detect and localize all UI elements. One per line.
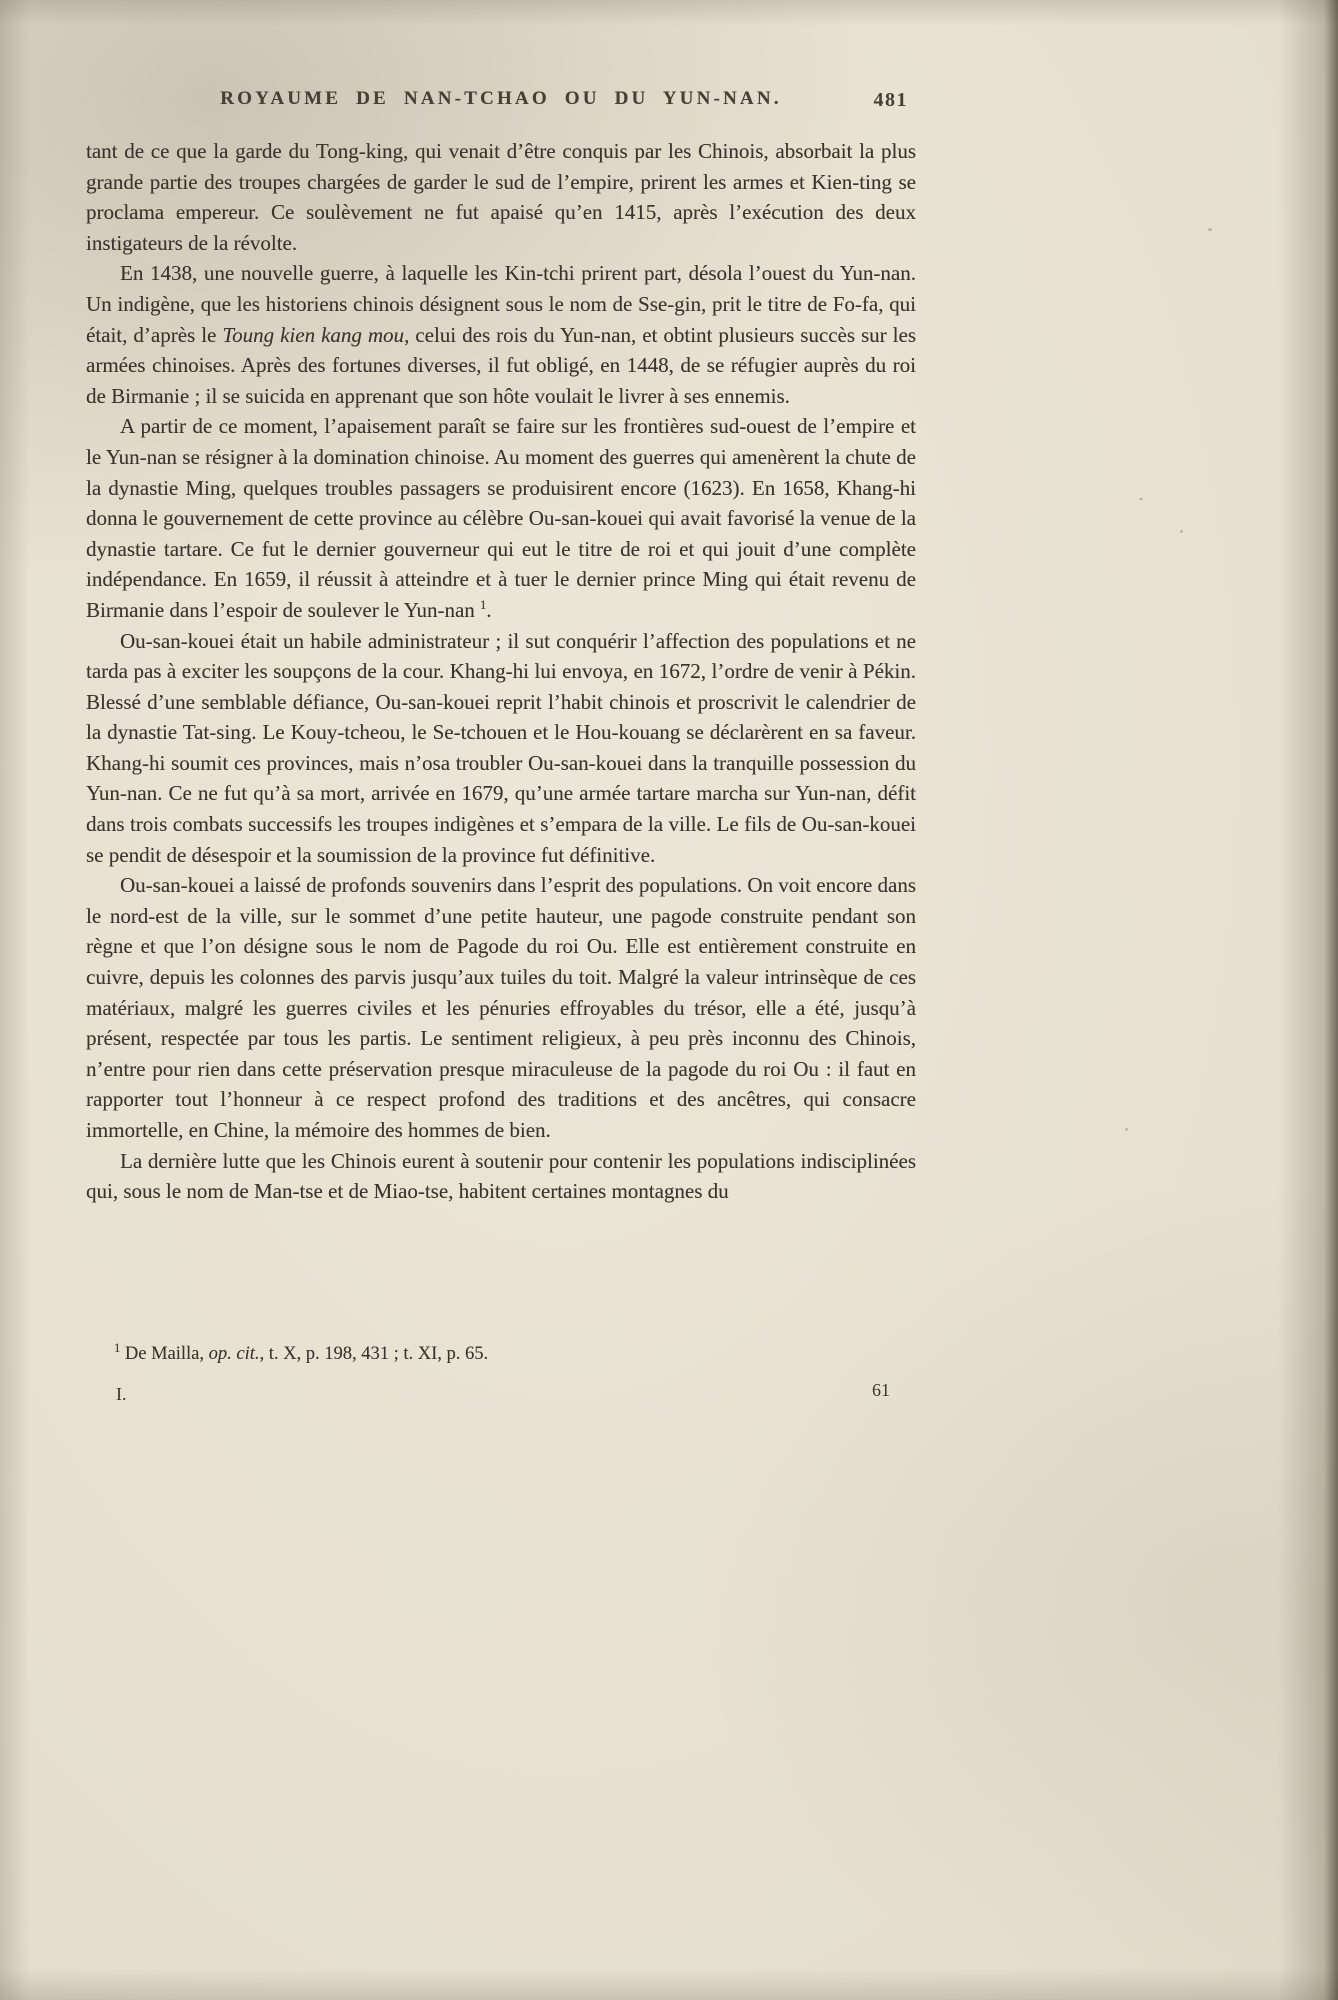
text-run: La dernière lutte que les Chinois eurent à soutenir pour contenir les populations indisciplinées qui, sous le nom de Man-tse et de Miao-tse, habitent certaines montagnes du <box>86 1148 916 1204</box>
text-run: Ou-san-kouei a laissé de profonds souvenirs dans l’esprit des populations. On voit encore dans le nord-est de la ville, sur le sommet d’une petite hauteur, une pagode construite pendant son règne et que l’on désigne sous le nom de Pagode du roi Ou. Elle est entièrement construite en cuivre, depuis les colonnes des parvis jusqu’aux tuiles du toit. Malgré la valeur intrinsèque de ces matériaux, malgré les guerres civiles et les pénuries effroyables du trésor, elle a été, jusqu’à présent, respectée par tous les partis. Le sentiment religieux, à peu près inconnu des Chinois, n’entre pour rien dans cette préservation presque miraculeuse de la pagode du roi Ou : il faut en rapporter tout l’honneur à ce respect profond des traditions et des ancêtres, qui consacre immortelle, en Chine, la mémoire des hommes de bien. <box>86 873 916 1142</box>
volume-signature: I. <box>116 1384 127 1404</box>
paper-speck <box>1208 228 1212 231</box>
paragraph <box>86 1146 916 1207</box>
text-run: , celui des rois du Yun-nan, et obtint plusieurs succès sur les armées chinoises. Après des fortunes diverses, il fut obligé, en 1448, de se réfugier auprès du roi de Birmanie ; il se suicida en apprenant que son hôte voulait le livrer à ses ennemis. <box>86 322 916 408</box>
signature-row <box>86 1380 916 1406</box>
text-run: . <box>486 597 492 622</box>
paragraph <box>86 870 916 1145</box>
text-run: , t. X, p. 198, 431 ; t. XI, p. 65. <box>259 1344 489 1364</box>
page-number: 481 <box>873 89 908 111</box>
footnote-text <box>86 1340 916 1365</box>
paragraph <box>86 136 916 258</box>
body-text <box>86 136 916 1207</box>
paragraph <box>86 411 916 625</box>
italic-run: Toung kien kang mou <box>222 322 405 347</box>
text-column <box>86 88 916 1207</box>
text-run: En 1438, une nouvelle guerre, à laquelle les Kin-tchi prirent part, désola l’ouest du Yun-nan. Un indigène, que les historiens chinois désignent sous le nom de Sse-gin, prit le titre de Fo-fa, qui était, d’après le <box>86 261 916 347</box>
text-run: tant de ce que la garde du Tong-king, qui venait d’être conquis par les Chinois, absorbait la plus grande partie des troupes chargées de garder le sud de l’empire, prirent les armes et Kien-ting se proclama empereur. Ce soulèvement ne fut apaisé qu’en 1415, après l’exécution des deux instigateurs de la révolte. <box>86 139 916 255</box>
sheet-signature: 61 <box>872 1380 890 1400</box>
text-run: A partir de ce moment, l’apaisement paraît se faire sur les frontières sud-ouest de l’empire et le Yun-nan se résigner à la domination chinoise. Au moment des guerres qui amenèrent la chute de la dynastie Ming, quelques troubles passagers se produisirent encore (1623). En 1658, Khang-hi donna le gouvernement de cette province au célèbre Ou-san-kouei qui avait favorisé la venue de la dynastie tartare. Ce fut le dernier gouverneur qui eut le titre de roi et qui jouit d’une complète indépendance. En 1659, il réussit à atteindre et à tuer le dernier prince Ming qui était revenu de Birmanie dans l’espoir de soulever le Yun-nan <box>86 414 916 622</box>
text-run: De Mailla, <box>120 1344 209 1364</box>
paper-speck <box>1125 1128 1128 1131</box>
paragraph <box>86 626 916 871</box>
paragraph <box>86 258 916 411</box>
running-head <box>86 88 916 124</box>
footnote-marker: 1 <box>114 1340 121 1355</box>
paper-speck <box>1180 530 1183 533</box>
italic-run: op. cit. <box>208 1344 260 1364</box>
text-run: Ou-san-kouei était un habile administrateur ; il sut conquérir l’affection des populations et ne tarda pas à exciter les soupçons de la cour. Khang-hi lui envoya, en 1672, l’ordre de venir à Pékin. Blessé d’une semblable défiance, Ou-san-kouei reprit l’habit chinois et proscrivit le calendrier de la dynastie Tat-sing. Le Kouy-tcheou, le Se-tchouen et le Hou-kouang se déclarèrent en sa faveur. Khang-hi soumit ces provinces, mais n’osa troubler Ou-san-kouei dans la tranquille possession du Yun-nan. Ce ne fut qu’à sa mort, arrivée en 1679, qu’une armée tartare marcha sur Yun-nan, défit dans trois combats successifs les troupes indigènes et s’empara de la ville. Le fils de Ou-san-kouei se pendit de désespoir et la soumission de la province fut définitive. <box>86 628 916 867</box>
paper-speck <box>1139 498 1143 500</box>
running-head-title: ROYAUME DE NAN-TCHAO OU DU YUN-NAN. <box>220 88 782 109</box>
footnote <box>86 1340 916 1365</box>
footnote-marker: 1 <box>480 597 487 612</box>
